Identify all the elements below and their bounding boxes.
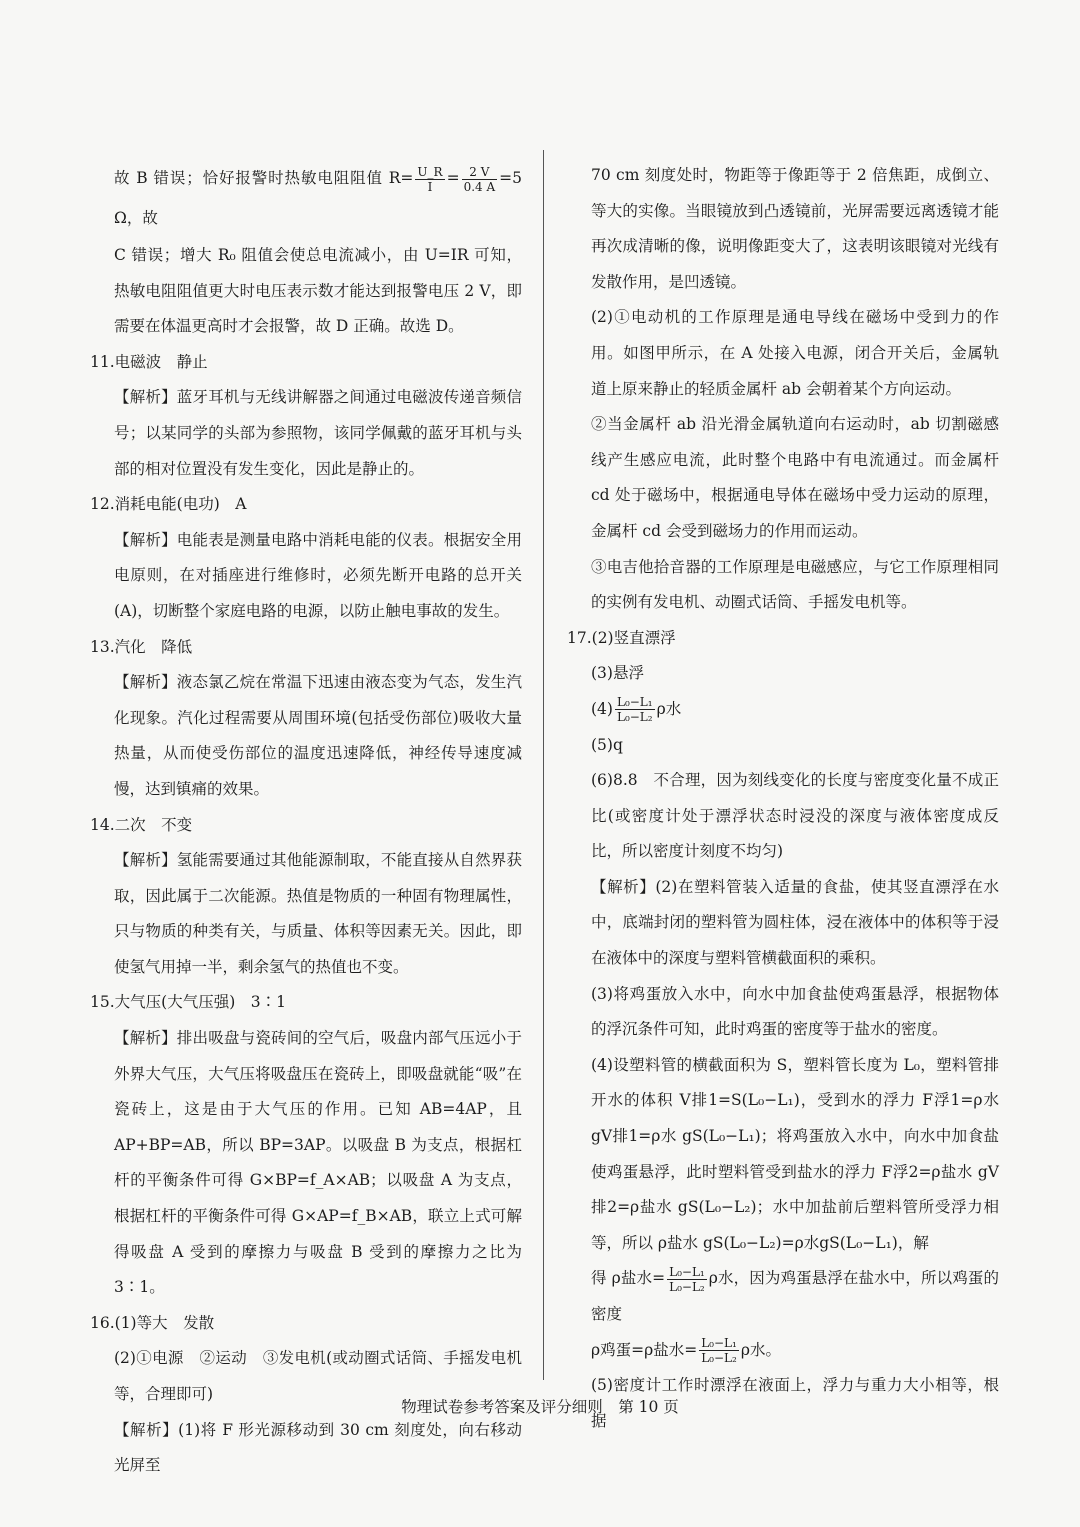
q17-explanation-5: (5)密度计工作时漂浮在液面上，浮力与重力大小相等，根据 [591, 1376, 999, 1430]
frac-denominator: I [427, 179, 433, 194]
q17-egg-line [567, 1333, 999, 1369]
frac-denominator: L₀−L₂ [701, 1351, 737, 1366]
q10-tail-line1 [90, 158, 522, 238]
q10-text-a: 故 B 错误；恰好报警时热敏电阻阻值 R= [114, 169, 414, 187]
rho-water: ρ水 [656, 699, 682, 718]
q16-expl-2: (2)①电动机的工作原理是通电导线在磁场中受到力的作用。如图甲所示，在 A 处接入电源，闭合开关后，金属轨道上原来静止的轻质金属杆 ab 会朝着某个方向运动。 [591, 308, 999, 398]
q16-expl-continued: 70 cm 刻度处时，物距等于像距等于 2 倍焦距，成倒立、等大的实像。当眼镜放到凸透镜前，光屏需要远离透镜才能再次成清晰的像，说明像距变大了，这表明该眼镜对光线有发散作用，是凹透镜。 [591, 166, 999, 291]
q12-explanation: 【解析】电能表是测量电路中消耗电能的仪表。根据安全用电原则，在对插座进行维修时，必须先断开电路的总开关(A)，切断整个家庭电路的电源，以防止触电事故的发生。 [114, 530, 522, 620]
page-footer: 物理试卷参考答案及评分细则 第 10 页 [401, 1398, 679, 1416]
q12-answer: 12.消耗电能(电功) A [90, 495, 247, 514]
q15-answer: 15.大气压(大气压强) 3∶1 [90, 993, 286, 1012]
frac-numerator: L₀−L₁ [701, 1336, 737, 1351]
fraction-2v-over-04a [462, 165, 498, 194]
q14-answer: 14.二次 不变 [90, 815, 193, 834]
q11-explanation: 【解析】蓝牙耳机与无线讲解器之间通过电磁波传递音频信号；以某同学的头部为参照物，该同学佩戴的蓝牙耳机与头部的相对位置没有发生变化，因此是静止的。 [114, 388, 522, 478]
q16-expl-2c: ③电吉他拾音器的工作原理是电磁感应，与它工作原理相同的实例有发电机、动圈式话筒、手摇发电机等。 [591, 557, 999, 612]
column-divider [543, 150, 544, 1380]
frac-denominator: 0.4 A [463, 179, 496, 194]
equals: = [446, 169, 460, 187]
q17-explanation: 【解析】(2)在塑料管装入适量的食盐，使其竖直漂浮在水中，底端封闭的塑料管为圆柱体，浸在液体中的体积等于浸在液体中的深度与塑料管横截面积的乘积。 [591, 877, 999, 968]
frac-numerator: U_R [417, 164, 443, 179]
q11-answer: 11.电磁波 静止 [90, 352, 208, 371]
egg-text-b: ρ水。 [740, 1340, 781, 1359]
fraction-solve [667, 1265, 707, 1294]
q17-explanation-4: (4)设塑料管的横截面积为 S，塑料管长度为 L₀，塑料管排开水的体积 V排1=S(L₀−L₁)，受到水的浮力 F浮1=ρ水 gV排1=ρ水 gS(L₀−L₁)；将鸡蛋放入水中，向水中加食盐使鸡蛋悬浮，此时塑料管受到盐水的浮力 F浮2=ρ盐水 gV排2=ρ盐水 gS(L₀−L₂)；水中加盐前后塑料管所受浮力相等，所以 ρ盐水 gS(L₀−L₂)=ρ水gS(L₀−L₁)，解 [591, 1055, 999, 1252]
q15-explanation: 【解析】排出吸盘与瓷砖间的空气后，吸盘内部气压远小于外界大气压，大气压将吸盘压在瓷砖上，即吸盘就能“吸”在瓷砖上，这是由于大气压的作用。已知 AB=4AP，且 AP+BP=AB，所以 BP=3AP。以吸盘 B 为支点，根据杠杆的平衡条件可得 G×BP=f_A×AB；以吸盘 A 为支点，根据杠杆的平衡条件可得 G×AP=f_B×AB，联立上式可解得吸盘 A 受到的摩擦力与吸盘 B 受到的摩擦力之比为 3∶1。 [114, 1029, 522, 1297]
q16-answer-2: (2)①电源 ②运动 ③发电机(或动圈式话筒、手摇发电机等，合理即可) [114, 1349, 522, 1403]
q16-explanation: 【解析】(1)将 F 形光源移动到 30 cm 刻度处，向右移动光屏至 [114, 1420, 522, 1475]
frac-denominator: L₀−L₂ [669, 1279, 705, 1294]
fraction-l0l1-over-l0l2 [615, 695, 655, 724]
left-column [90, 158, 522, 1484]
q17-4-label: (4) [591, 699, 613, 718]
fraction-egg [699, 1336, 739, 1365]
q10-text-b: =5 Ω，故 [114, 169, 522, 227]
q17-answer-5: (5)q [591, 735, 623, 754]
q13-answer: 13.汽化 降低 [90, 637, 193, 656]
egg-text-a: ρ鸡蛋=ρ盐水= [591, 1340, 698, 1359]
q14-explanation: 【解析】氢能需要通过其他能源制取，不能直接从自然界获取，因此属于二次能源。热值是物质的一种固有物理属性，只与物质的种类有关，与质量、体积等因素无关。因此，即使氢气用掉一半，剩余氢气的热值也不变。 [114, 851, 522, 976]
frac-numerator: L₀−L₁ [669, 1264, 705, 1279]
q17-explanation-3: (3)将鸡蛋放入水中，向水中加食盐使鸡蛋悬浮，根据物体的浮沉条件可知，此时鸡蛋的密度等于盐水的密度。 [591, 984, 999, 1039]
q16-expl-2b: ②当金属杆 ab 沿光滑金属轨道向右运动时，ab 切割磁感线产生感应电流，此时整个电路中有电流通过。而金属杆 cd 处于磁场中，根据通电导体在磁场中受力运动的原理，金属杆 cd 会受到磁场力的作用而运动。 [591, 415, 999, 540]
frac-numerator: 2 V [462, 165, 498, 180]
q13-explanation: 【解析】液态氯乙烷在常温下迅速由液态变为气态，发生汽化现象。汽化过程需要从周围环境(包括受伤部位)吸收大量热量，从而使受伤部位的温度迅速降低，神经传导速度减慢，达到镇痛的效果。 [114, 673, 522, 798]
q10-tail-text: C 错误；增大 R₀ 阻值会使总电流减小，由 U=IR 可知，热敏电阻阻值更大时电压表示数才能达到报警电压 2 V，即需要在体温更高时才会报警，故 D 正确。故选 D。 [114, 246, 522, 336]
q17-solve-line [567, 1261, 999, 1332]
q17-answer-6: (6)8.8 不合理，因为刻线变化的长度与密度变化量不成正比(或密度计处于漂浮状态时浸没的深度与液体密度成反比，所以密度计刻度不均匀) [591, 771, 999, 861]
q17-answer-2: 17.(2)竖直漂浮 [567, 628, 676, 647]
q17-answer-4 [567, 692, 999, 728]
frac-numerator: L₀−L₁ [616, 695, 653, 710]
right-column [567, 158, 999, 1439]
solve-text-b: ρ水，因为鸡蛋悬浮在盐水中，所以鸡蛋的密度 [591, 1269, 999, 1323]
q17-answer-3: (3)悬浮 [591, 664, 644, 683]
frac-denominator: L₀−L₂ [616, 710, 653, 725]
fraction-ur-over-i [415, 165, 444, 194]
q16-answer: 16.(1)等大 发散 [90, 1313, 215, 1332]
solve-text-a: 得 ρ盐水= [591, 1269, 666, 1288]
